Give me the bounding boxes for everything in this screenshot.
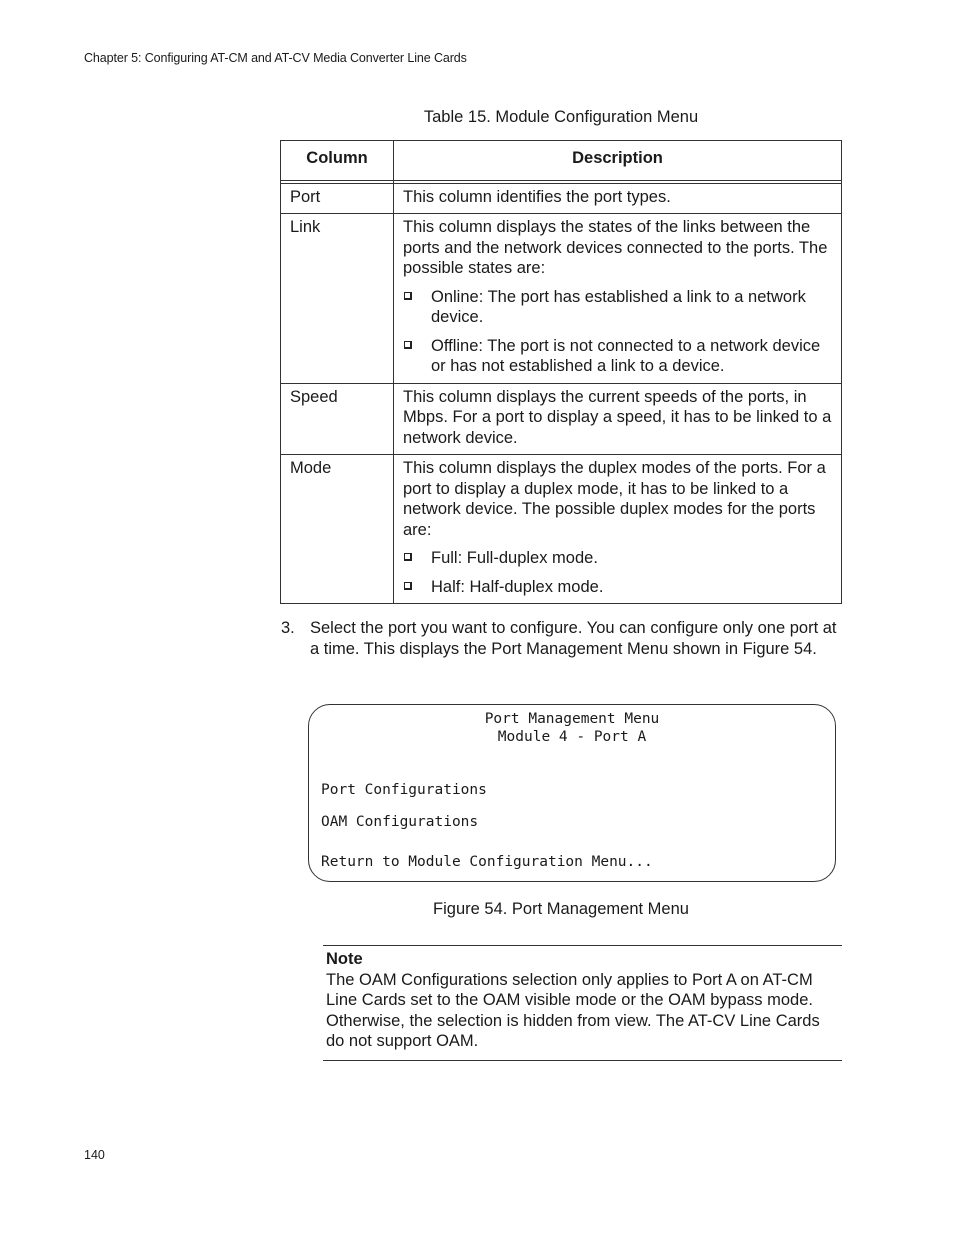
list-item [403,577,832,598]
row-description [394,455,842,604]
page-number: 140 [84,1148,105,1162]
checkbox-bullet-icon [404,582,412,590]
menu-item-port-configurations: Port Configurations [321,782,487,798]
step-text: Select the port you want to configure. You can configure only one port at a time. This displays the Port Management Menu shown in Figure 54. [310,619,837,658]
row-name: Port [281,183,394,214]
list-item [403,287,832,328]
table-row [281,183,842,214]
list-item [403,548,832,569]
table-row [281,214,842,384]
column-header-column: Column [281,141,394,181]
terminal-screen [308,704,836,882]
table-row [281,383,842,455]
bullet-text: Full: Full-duplex mode. [431,549,598,567]
row-text: This column identifies the port types. [403,187,671,206]
screen-title: Port Management Menu [484,711,660,727]
checkbox-bullet-icon [404,341,412,349]
bullet-text: Online: The port has established a link to a network device. [431,287,806,326]
column-header-description: Description [394,141,842,181]
checkbox-bullet-icon [404,292,412,300]
row-text: This column displays the duplex modes of the ports. For a port to display a duplex mode, it has to be linked to a network device. The possible duplex modes for the ports are: [403,459,826,539]
row-description [394,214,842,384]
bullet-text: Offline: The port is not connected to a network device or has not established a link to a device. [431,336,821,375]
note-box [323,945,842,1061]
list-item [403,336,832,377]
step-number: 3. [281,619,295,637]
row-description [394,183,842,214]
row-name: Link [281,214,394,384]
figure-caption: Figure 54. Port Management Menu [433,900,689,918]
checkbox-bullet-icon [404,553,412,561]
bullet-list [403,548,832,597]
table-header-row [281,141,842,181]
row-text: This column displays the current speeds of the ports, in Mbps. For a port to display a speed, it has to be linked to a network device. [403,387,832,447]
running-header: Chapter 5: Configuring AT-CM and AT-CV Media Converter Line Cards [84,51,467,65]
menu-item-return: Return to Module Configuration Menu... [321,854,653,870]
menu-item-oam-configurations: OAM Configurations [321,814,479,830]
bullet-list [403,287,832,377]
row-name: Speed [281,383,394,455]
row-description [394,383,842,455]
table-row [281,455,842,604]
note-title: Note [326,950,363,968]
bullet-text: Half: Half-duplex mode. [431,577,604,596]
screen-subtitle: Module 4 - Port A [497,729,647,745]
module-configuration-table [280,140,842,604]
procedure-step [281,618,843,659]
row-name: Mode [281,455,394,604]
note-text: The OAM Configurations selection only applies to Port A on AT-CM Line Cards set to the OAM visible mode or the OAM bypass mode. Otherwise, the selection is hidden from view. The AT-CV Line Cards do not support OAM. [326,970,820,1050]
row-text: This column displays the states of the links between the ports and the network devices connected to the ports. The possible states are: [403,218,828,277]
table-caption: Table 15. Module Configuration Menu [423,108,699,126]
